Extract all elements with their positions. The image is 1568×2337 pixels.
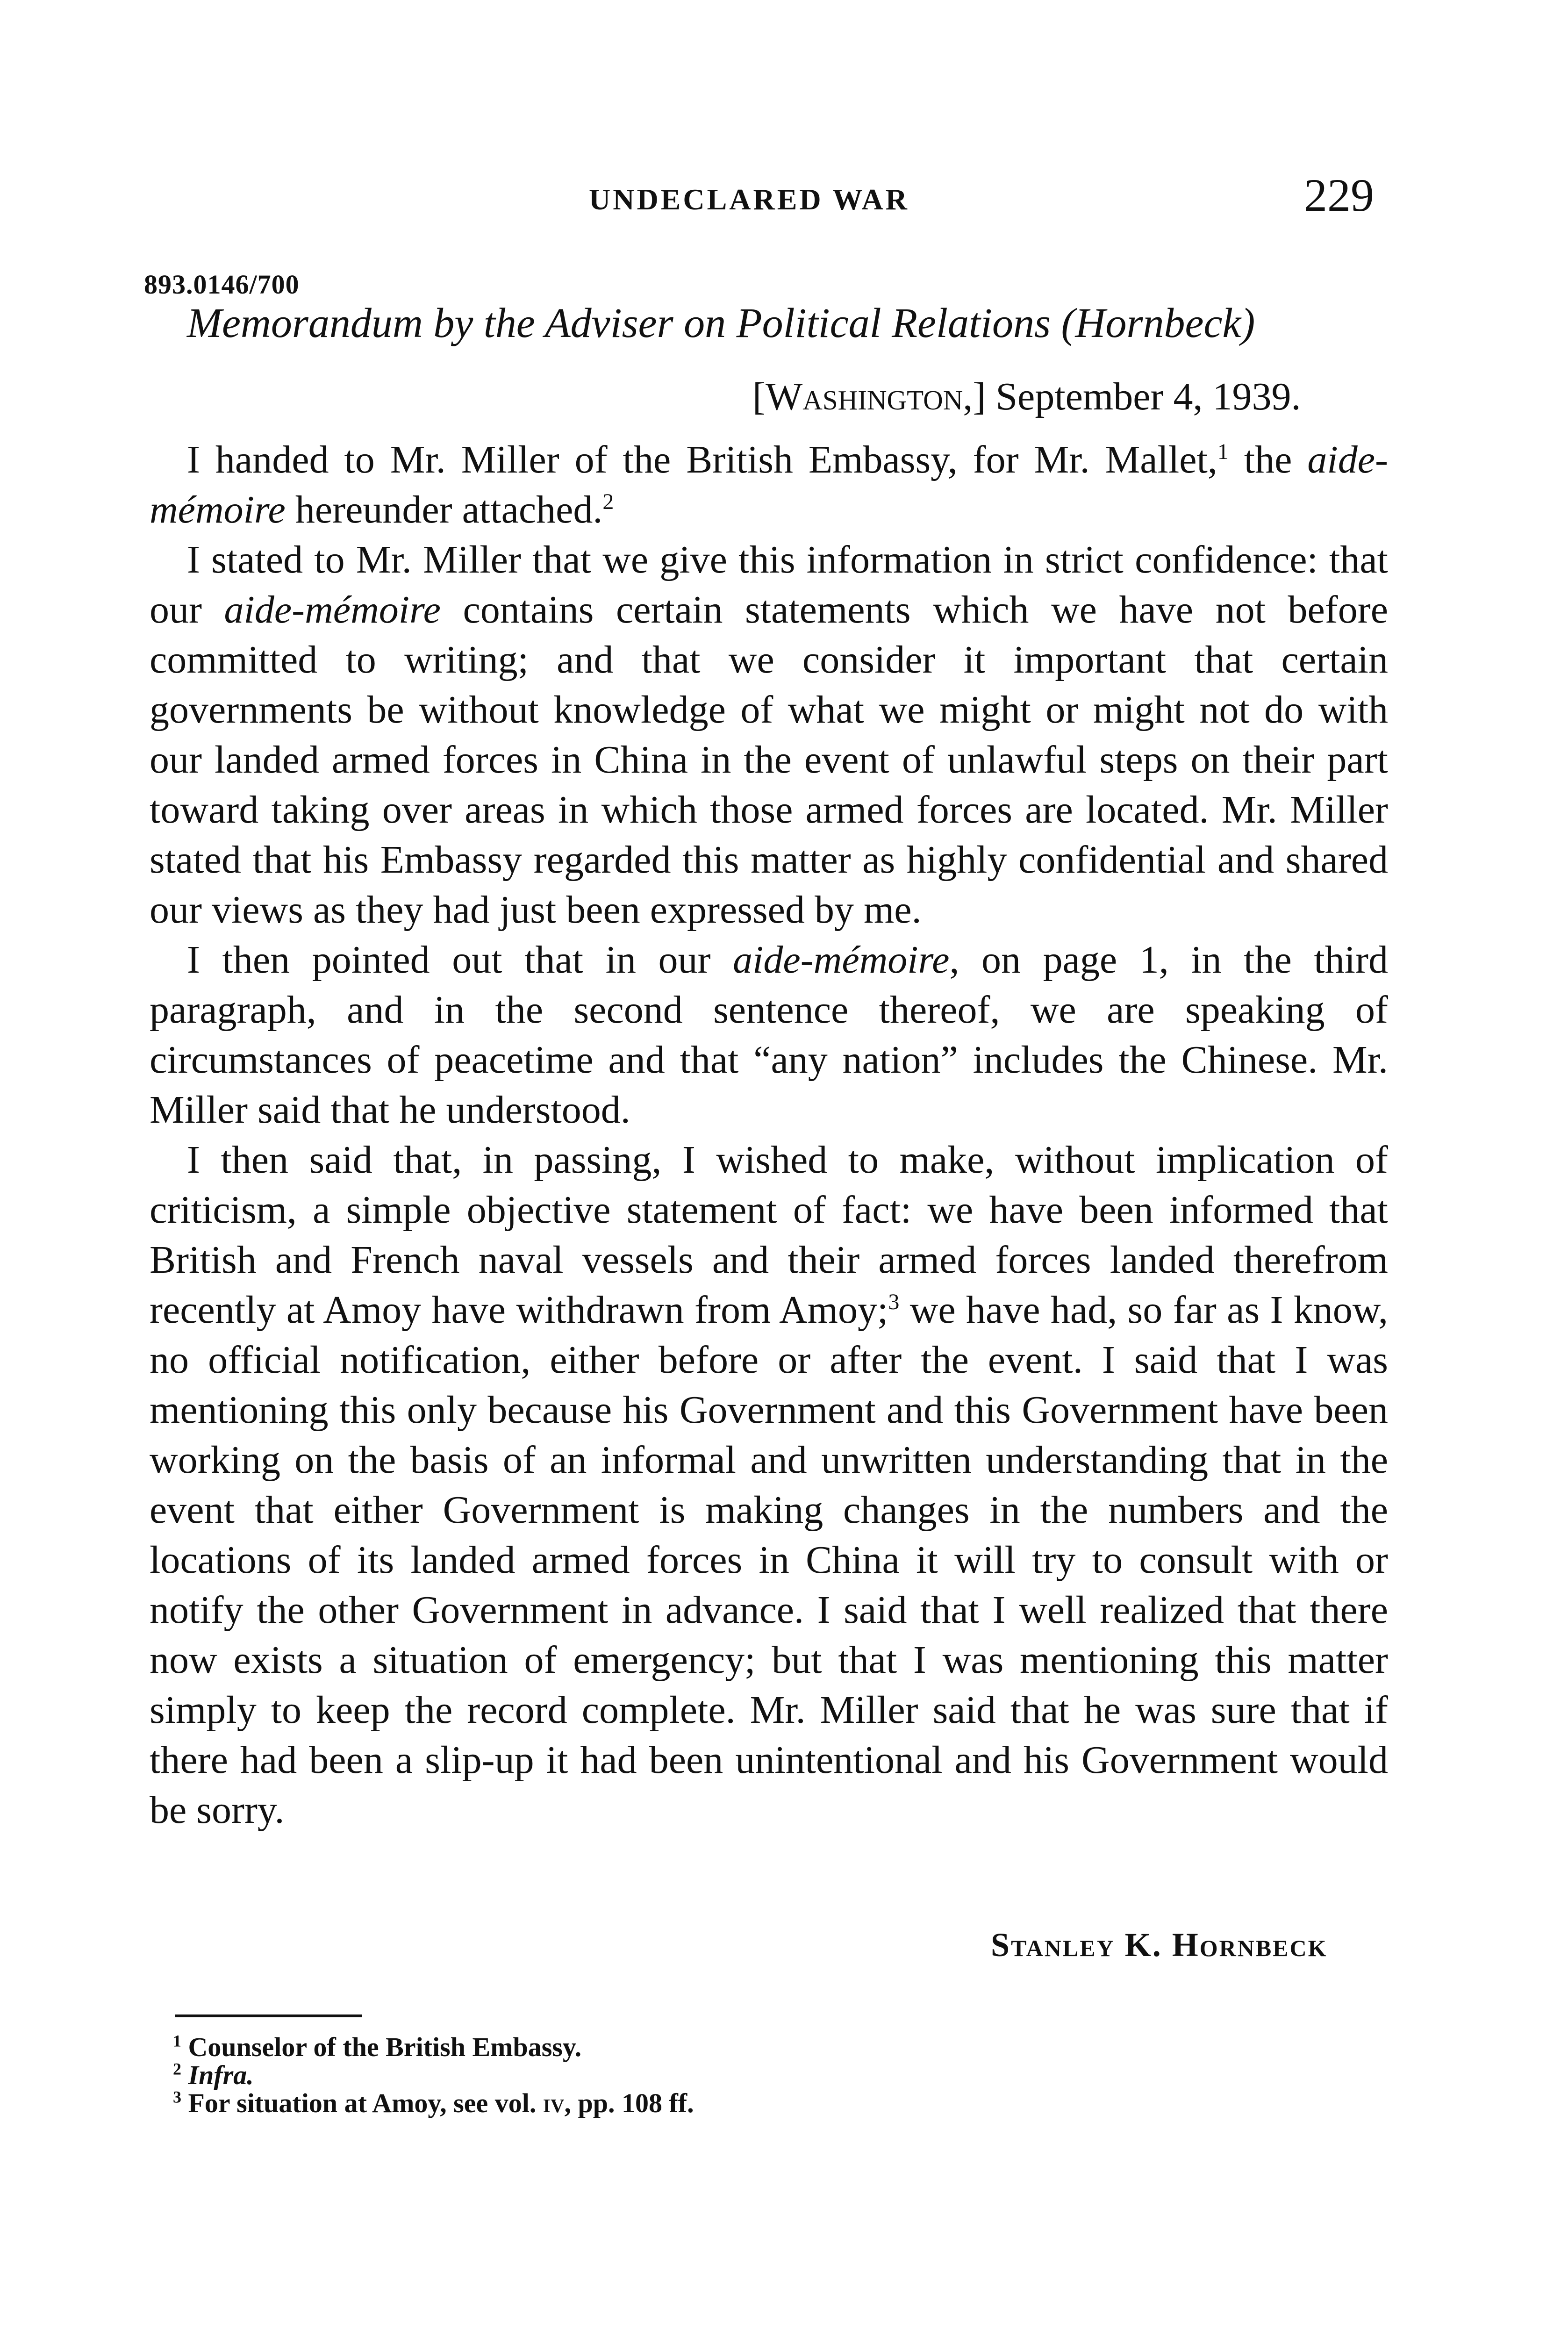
paragraph-3 xyxy=(150,935,1388,1135)
dateline xyxy=(752,374,1301,419)
paragraph-1-text-b: the xyxy=(1228,438,1308,481)
running-title: UNDECLARED WAR xyxy=(589,183,909,216)
dateline-place: [Washington,] xyxy=(752,375,986,418)
footnote-divider xyxy=(175,2014,362,2017)
footnote-text: Infra. xyxy=(188,2060,254,2090)
paragraph-2-text-c: contains certain statements which we have not before committed to writing; and that we consider it important that certain governments be without knowledge of what we might or might not do with our landed armed forces in China in the event of unlawful steps on their part toward taking over areas in which those armed forces are located. Mr. Miller stated that his Embassy regarded this matter as highly confidential and shared our views as they had just been expressed by me. xyxy=(150,588,1388,932)
file-number: 893.0146/700 xyxy=(144,269,300,300)
page-number: 229 xyxy=(1304,169,1374,221)
paragraph-4-text-b: we have had, so far as I know, no official notification, either before or after the event. I said that I was mentioning this only because his Government and this Government have been working on the basis of an informal and unwritten understanding that in the event that either Government is making changes in the numbers and the locations of its landed armed forces in China it will try to consult with or notify the other Government in advance. I said that I well realized that there now exists a situation of emergency; but that I was mentioning this matter simply to keep the record complete. Mr. Miller said that he was sure that if there had been a slip-up it had been unintentional and his Government would be sorry. xyxy=(150,1288,1388,1832)
paragraph-3-text-c: , on page 1, in the third paragraph, and in the second sentence thereof, we are speaking of circumstances of peacetime and that “any nation” includes the Chinese. Mr. Miller said that he understood. xyxy=(150,938,1388,1132)
footnote-ref-1: 1 xyxy=(1217,439,1229,464)
footnote-2 xyxy=(173,2061,694,2089)
paragraph-2-text-a: I stated to Mr. Miller that we give this information in strict confidence: that our xyxy=(150,538,1388,631)
footnote-text: , pp. 108 ff. xyxy=(564,2088,694,2118)
footnote-ref-3: 3 xyxy=(888,1290,900,1314)
footnotes xyxy=(173,2033,694,2117)
dateline-date: September 4, 1939. xyxy=(995,375,1301,418)
footnote-1 xyxy=(173,2033,694,2061)
footnote-text: Counselor of the British Embassy. xyxy=(188,2032,582,2062)
document-title: Memorandum by the Adviser on Political Relations (Hornbeck) xyxy=(187,300,1255,346)
footnote-volume: iv xyxy=(543,2088,565,2118)
running-head xyxy=(0,168,1568,224)
aide-memoire-term: aide-mémoire xyxy=(733,938,950,982)
footnote-ref-2: 2 xyxy=(602,489,614,514)
paragraph-4-text-a: I then said that, in passing, I wished to make, without implication of criticism, a simple objective statement of fact: we have been informed that British and French naval vessels and their armed forces landed therefrom recently at Amoy have withdrawn from Amoy; xyxy=(150,1138,1388,1332)
footnote-marker: 3 xyxy=(173,2087,181,2107)
paragraph-1-text-d: hereunder attached. xyxy=(285,488,603,531)
signature: Stanley K. Hornbeck xyxy=(991,1926,1328,1964)
paragraph-1-text-a: I handed to Mr. Miller of the British Embassy, for Mr. Mallet, xyxy=(187,438,1217,481)
aide-memoire-term: aide-mémoire xyxy=(224,588,441,631)
memorandum-body xyxy=(150,435,1388,1835)
aide-memoire-term: aide-mémoire xyxy=(150,438,1388,531)
footnote-text: For situation at Amoy, see vol. xyxy=(188,2088,543,2118)
footnote-marker: 1 xyxy=(173,2031,181,2050)
paragraph-1 xyxy=(150,435,1388,535)
footnote-3 xyxy=(173,2089,694,2117)
paragraph-2 xyxy=(150,535,1388,935)
paragraph-3-text-a: I then pointed out that in our xyxy=(187,938,733,982)
footnote-marker: 2 xyxy=(173,2059,181,2079)
paragraph-4 xyxy=(150,1135,1388,1835)
